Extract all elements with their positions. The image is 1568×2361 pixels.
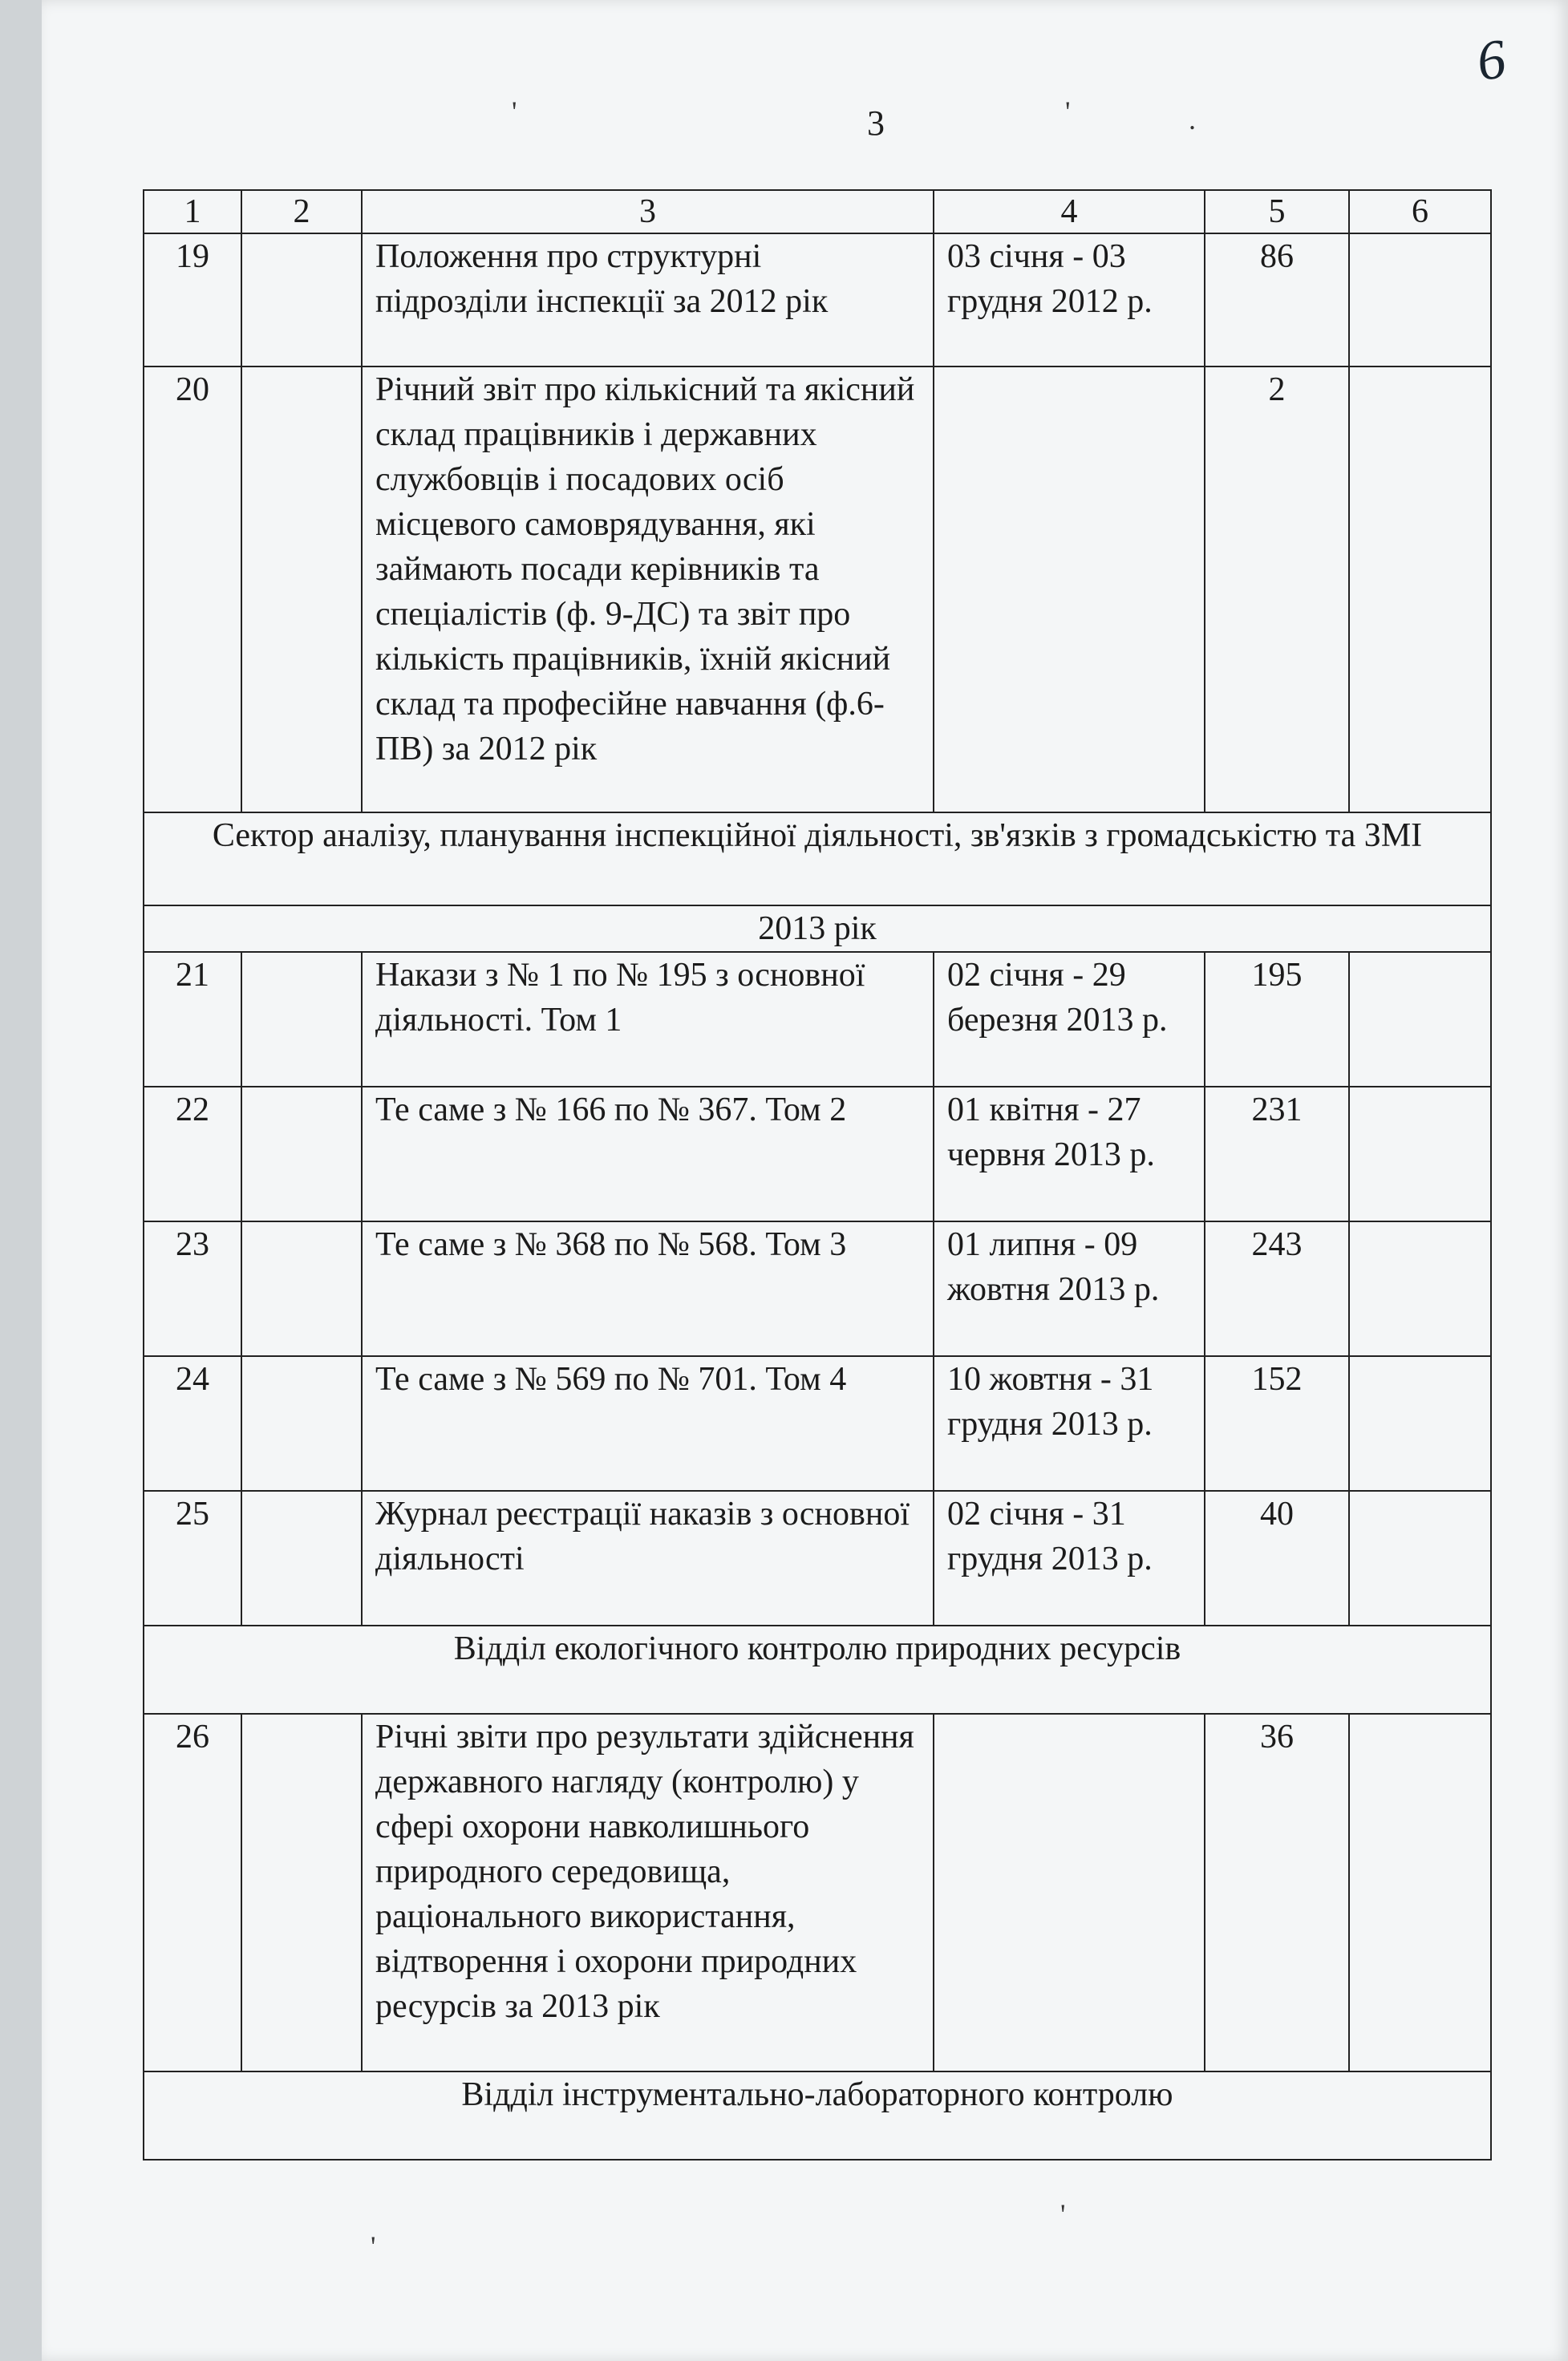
inventory-table xyxy=(143,189,1492,2161)
empty-cell xyxy=(241,233,362,367)
header-col-3: 3 xyxy=(362,190,934,233)
section-heading: Сектор аналізу, планування інспекційної діяльності, зв'язків з громадськістю та ЗМІ xyxy=(144,812,1491,905)
empty-cell xyxy=(1349,367,1491,812)
item-dates xyxy=(934,367,1205,812)
item-count: 2 xyxy=(1205,367,1349,812)
table-row xyxy=(144,1356,1491,1491)
page-number: 3 xyxy=(867,103,885,143)
item-number: 25 xyxy=(144,1491,241,1626)
item-count: 86 xyxy=(1205,233,1349,367)
empty-cell xyxy=(1349,1714,1491,2071)
scan-speck: ' xyxy=(1060,2198,1066,2230)
empty-cell xyxy=(1349,1356,1491,1491)
item-count: 36 xyxy=(1205,1714,1349,2071)
scan-speck: ' xyxy=(1065,95,1071,128)
item-number: 23 xyxy=(144,1221,241,1356)
item-dates: 01 квітня - 27 червня 2013 р. xyxy=(934,1087,1205,1221)
table-row xyxy=(144,1087,1491,1221)
empty-cell xyxy=(1349,1491,1491,1626)
section-row xyxy=(144,1626,1491,1714)
section-row xyxy=(144,812,1491,905)
table-row xyxy=(144,1714,1491,2071)
item-number: 21 xyxy=(144,952,241,1087)
item-title: Річні звіти про результати здійснення державного нагляду (контролю) у сфері охорони навколишнього природного середовища, раціонального використання, відтворення і охорони природних ресурсів за 2013 рік xyxy=(362,1714,934,2071)
table-row xyxy=(144,952,1491,1087)
empty-cell xyxy=(241,367,362,812)
section-row xyxy=(144,2071,1491,2160)
empty-cell xyxy=(1349,233,1491,367)
table-row xyxy=(144,1221,1491,1356)
empty-cell xyxy=(241,1714,362,2071)
empty-cell xyxy=(241,1491,362,1626)
item-title: Те саме з № 569 по № 701. Том 4 xyxy=(362,1356,934,1491)
item-title: Річний звіт про кількісний та якісний склад працівників і державних службовців і посадових осіб місцевого самоврядування, які займають посади керівників та спеціалістів (ф. 9-ДС) та звіт про кількість працівників, їхній якісний склад та професійне навчання (ф.6-ПВ) за 2012 рік xyxy=(362,367,934,812)
section-heading: Відділ інструментально-лабораторного контролю xyxy=(144,2071,1491,2160)
table-header-row xyxy=(144,190,1491,233)
year-heading: 2013 рік xyxy=(144,905,1491,952)
item-title: Накази з № 1 по № 195 з основної діяльності. Том 1 xyxy=(362,952,934,1087)
item-dates: 10 жовтня - 31 грудня 2013 р. xyxy=(934,1356,1205,1491)
item-count: 195 xyxy=(1205,952,1349,1087)
item-title: Те саме з № 368 по № 568. Том 3 xyxy=(362,1221,934,1356)
empty-cell xyxy=(241,1356,362,1491)
empty-cell xyxy=(241,952,362,1087)
empty-cell xyxy=(241,1087,362,1221)
scan-speck: ' xyxy=(512,95,517,128)
item-number: 19 xyxy=(144,233,241,367)
item-dates: 03 січня - 03 грудня 2012 р. xyxy=(934,233,1205,367)
item-dates xyxy=(934,1714,1205,2071)
item-title: Журнал реєстрації наказів з основної діяльності xyxy=(362,1491,934,1626)
item-count: 231 xyxy=(1205,1087,1349,1221)
table-row xyxy=(144,1491,1491,1626)
item-count: 243 xyxy=(1205,1221,1349,1356)
item-count: 152 xyxy=(1205,1356,1349,1491)
empty-cell xyxy=(1349,1087,1491,1221)
item-dates: 01 липня - 09 жовтня 2013 р. xyxy=(934,1221,1205,1356)
empty-cell xyxy=(1349,1221,1491,1356)
item-title: Положення про структурні підрозділи інспекції за 2012 рік xyxy=(362,233,934,367)
item-title: Те саме з № 166 по № 367. Том 2 xyxy=(362,1087,934,1221)
header-col-6: 6 xyxy=(1349,190,1491,233)
header-col-4: 4 xyxy=(934,190,1205,233)
empty-cell xyxy=(1349,952,1491,1087)
item-dates: 02 січня - 31 грудня 2013 р. xyxy=(934,1491,1205,1626)
header-col-1: 1 xyxy=(144,190,241,233)
scan-speck: . xyxy=(1189,103,1196,136)
item-number: 22 xyxy=(144,1087,241,1221)
empty-cell xyxy=(241,1221,362,1356)
item-number: 24 xyxy=(144,1356,241,1491)
item-number: 26 xyxy=(144,1714,241,2071)
item-number: 20 xyxy=(144,367,241,812)
item-count: 40 xyxy=(1205,1491,1349,1626)
header-col-5: 5 xyxy=(1205,190,1349,233)
handwritten-folio-number: 6 xyxy=(1473,27,1510,94)
table-row xyxy=(144,367,1491,812)
scan-speck: ' xyxy=(371,2230,376,2262)
section-heading: Відділ екологічного контролю природних ресурсів xyxy=(144,1626,1491,1714)
item-dates: 02 січня - 29 березня 2013 р. xyxy=(934,952,1205,1087)
section-row xyxy=(144,905,1491,952)
table-row xyxy=(144,233,1491,367)
header-col-2: 2 xyxy=(241,190,362,233)
